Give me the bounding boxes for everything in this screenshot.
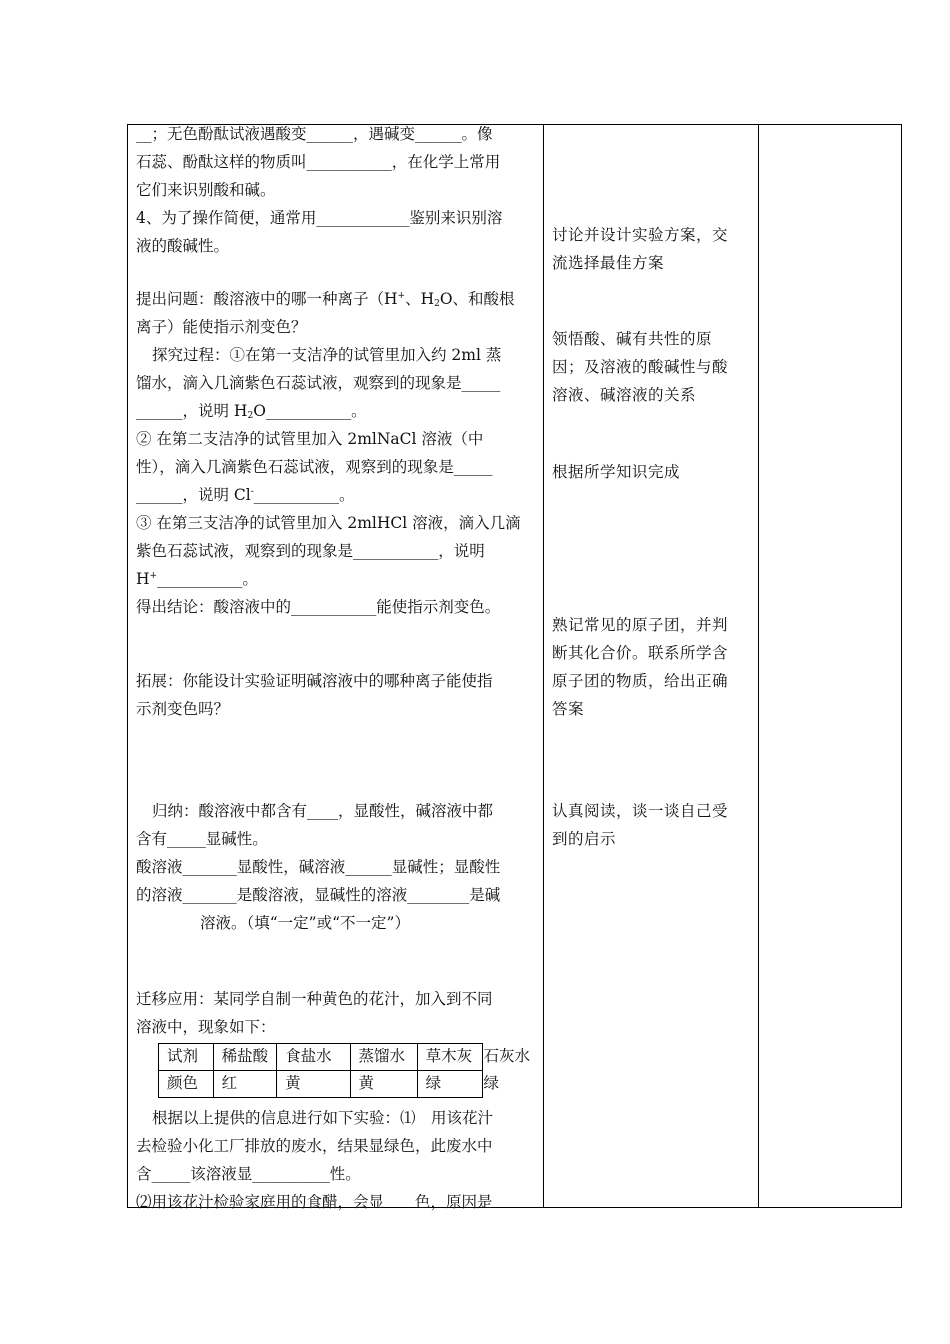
table-row xyxy=(159,1071,539,1098)
table-cell: 绿 xyxy=(417,1071,483,1098)
text-line: 答案 xyxy=(552,700,585,718)
text-line: 含有_____显碱性。 xyxy=(136,830,268,848)
text-line: 得出结论：酸溶液中的___________能使指示剂变色。 xyxy=(136,598,501,616)
superscript: - xyxy=(250,487,254,497)
text-line: 断其化合价。联系所学含 xyxy=(552,644,729,662)
text-line xyxy=(136,566,258,594)
text-line: 溶液中，现象如下： xyxy=(136,1018,276,1036)
text-line: 原子团的物质，给出正确 xyxy=(552,672,729,690)
text-line: 4、为了操作简便，通常用____________鉴别来识别溶 xyxy=(136,209,503,227)
text-run: ___________。 xyxy=(157,570,258,588)
table-cell: 食盐水 xyxy=(277,1044,350,1071)
table-cell: 绿 xyxy=(483,1071,538,1098)
subscript: 2 xyxy=(434,299,440,309)
text-line: 紫色石蕊试液，观察到的现象是___________，说明 xyxy=(136,542,485,560)
text-line: 含_____该溶液显__________性。 xyxy=(136,1165,361,1183)
text-line: 溶液。（填“一定”或“不一定”） xyxy=(200,914,410,932)
table-cell: 草木灰 xyxy=(417,1044,483,1071)
text-line xyxy=(136,482,355,510)
text-run: ___________。 xyxy=(253,486,355,504)
text-line: 它们来识别酸和碱。 xyxy=(136,181,276,199)
table-cell: 颜色 xyxy=(159,1071,214,1098)
text-line: 拓展：你能设计实验证明碱溶液中的哪种离子能使指 xyxy=(136,672,493,690)
text-line: 迁移应用：某同学自制一种黄色的花汁，加入到不同 xyxy=(136,990,493,1008)
flower-juice-table xyxy=(158,1043,538,1098)
text-line xyxy=(136,398,367,426)
text-run: 、H xyxy=(405,290,435,308)
subscript: 2 xyxy=(247,411,254,421)
text-line: 熟记常见的原子团，并判 xyxy=(552,616,729,634)
text-run: O___________。 xyxy=(253,402,367,420)
text-line: ② 在第二支洁净的试管里加入 2mlNaCl 溶液（中 xyxy=(136,430,484,448)
text-line: ⑵用该花汁检验家庭用的食醋，会显 色，原因是 xyxy=(136,1193,493,1211)
text-line: 液的酸碱性。 xyxy=(136,237,230,255)
text-line: 的溶液_______是酸溶液，显碱性的溶液________是碱 xyxy=(136,886,501,904)
text-line: 探究过程：①在第一支洁净的试管里加入约 2ml 蒸 xyxy=(152,346,502,364)
text-line: 流选择最佳方案 xyxy=(552,254,665,272)
text-line: ③ 在第三支洁净的试管里加入 2mlHCl 溶液，滴入几滴 xyxy=(136,514,521,532)
table-cell: 稀盐酸 xyxy=(213,1044,277,1071)
lesson-table xyxy=(127,124,902,1211)
text-run: ______，说明 Cl xyxy=(136,486,251,504)
text-line: 领悟酸、碱有共性的原 xyxy=(552,330,713,348)
table-cell: 蒸馏水 xyxy=(350,1044,417,1071)
column-divider xyxy=(543,125,544,1207)
text-line: __；无色酚酞试液遇酸变______，遇碱变______。像 xyxy=(136,125,493,143)
text-line: 馏水，滴入几滴紫色石蕊试液，观察到的现象是_____ xyxy=(136,374,501,392)
text-line: 归纳：酸溶液中都含有____，显酸性，碱溶液中都 xyxy=(152,802,494,820)
text-line: 示剂变色吗？ xyxy=(136,700,230,718)
text-line: 石蕊、酚酞这样的物质叫___________，在化学上常用 xyxy=(136,153,501,171)
text-run: 提出问题：酸溶液中的哪一种离子（H xyxy=(136,290,398,308)
text-line: 溶液、碱溶液的关系 xyxy=(552,386,697,404)
table-cell: 黄 xyxy=(277,1071,350,1098)
table-row xyxy=(159,1044,539,1071)
text-run: H xyxy=(136,570,150,588)
table-cell: 黄 xyxy=(350,1071,417,1098)
table-cell: 红 xyxy=(213,1071,277,1098)
text-run: ______，说明 H xyxy=(136,402,248,420)
text-run: O、和酸根 xyxy=(439,290,515,308)
text-line: 根据以上提供的信息进行如下实验：⑴ 用该花汁 xyxy=(152,1109,494,1127)
text-line: 离子）能使指示剂变色？ xyxy=(136,318,307,336)
text-line: 酸溶液_______显酸性，碱溶液______显碱性；显酸性 xyxy=(136,858,501,876)
text-line: 因；及溶液的酸碱性与酸 xyxy=(552,358,729,376)
table-cell: 石灰水 xyxy=(483,1044,538,1071)
text-line: 去检验小化工厂排放的废水，结果显绿色，此废水中 xyxy=(136,1137,493,1155)
table-cell: 试剂 xyxy=(159,1044,214,1071)
text-line: 性），滴入几滴紫色石蕊试液，观察到的现象是_____ xyxy=(136,458,493,476)
superscript: + xyxy=(397,291,406,301)
text-line: 讨论并设计实验方案，交 xyxy=(552,226,729,244)
question-line xyxy=(136,286,515,314)
column-divider xyxy=(758,125,759,1207)
text-line: 根据所学知识完成 xyxy=(552,463,681,481)
superscript: + xyxy=(149,571,158,581)
text-line: 到的启示 xyxy=(552,830,617,848)
text-line: 认真阅读，谈一谈自己受 xyxy=(552,802,729,820)
